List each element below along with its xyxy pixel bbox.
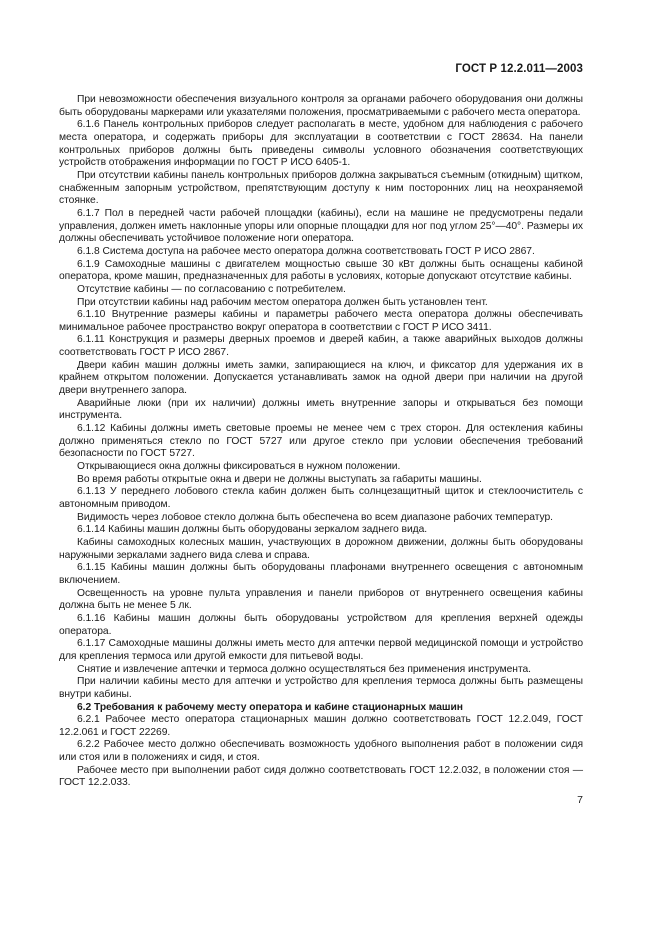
paragraph: Рабочее место при выполнении работ сидя должно соответствовать ГОСТ 12.2.032, в положении стоя — ГОСТ 12.2.033.: [59, 764, 583, 789]
paragraph: Снятие и извлечение аптечки и термоса должно осуществляться без применения инструмента.: [77, 663, 531, 675]
page-number: 7: [577, 794, 583, 806]
paragraph: 6.1.17 Самоходные машины должны иметь место для аптечки первой медицинской помощи и устройство для крепления термоса или другой емкости для питьевой воды.: [59, 638, 583, 662]
paragraph: Аварийные люки (при их наличии) должны иметь внутренние запоры и открываться без помощи инструмента.: [59, 397, 583, 422]
document-body: [59, 94, 583, 790]
paragraph: 6.1.14 Кабины машин должны быть оборудованы зеркалом заднего вида.: [77, 524, 428, 536]
paragraph: Кабины самоходных колесных машин, участвующих в дорожном движении, должны быть оборудованы наружными зеркалами заднего вида слева и справа.: [59, 536, 583, 561]
document-header: ГОСТ Р 12.2.011—2003: [455, 63, 583, 75]
paragraph: 6.2.1 Рабочее место оператора стационарных машин должно соответствовать ГОСТ 12.2.049, ГОСТ 12.2.061 и ГОСТ 22269.: [59, 714, 583, 738]
paragraph: При отсутствии кабины над рабочим местом оператора должен быть установлен тент.: [77, 296, 488, 308]
paragraph: Видимость через лобовое стекло должна быть обеспечена во всем диапазоне рабочих температур.: [77, 511, 553, 523]
paragraph: Во время работы открытые окна и двери не должны выступать за габариты машины.: [77, 473, 482, 485]
paragraph: При отсутствии кабины панель контрольных приборов должна закрываться съемным (откидным) щитком, снабженным запорным устройством, препятствующим доступу к ним посторонних лиц на неохраняемой стоянке.: [59, 169, 583, 207]
paragraph: 6.1.13 У переднего лобового стекла кабин должен быть солнцезащитный щиток и стеклоочиститель с автономным приводом.: [59, 486, 583, 510]
paragraph: При невозможности обеспечения визуального контроля за органами рабочего оборудования они должны быть оборудованы маркерами или указателями положения, просматриваемыми с рабочего места оператора.: [59, 94, 583, 118]
paragraph: 6.1.11 Конструкция и размеры дверных проемов и дверей кабин, а также аварийных выходов должны соответствовать ГОСТ Р ИСО 2867.: [59, 334, 583, 359]
paragraph: 6.1.8 Система доступа на рабочее место оператора должна соответствовать ГОСТ Р ИСО 2867.: [77, 245, 535, 257]
paragraph: 6.1.9 Самоходные машины с двигателем мощностью свыше 30 кВт должны быть оснащены кабиной оператора, кроме машин, предназначенных для работы в условиях, которые допускают отсутствие кабины.: [59, 258, 583, 283]
paragraph: 6.1.6 Панель контрольных приборов следует располагать в месте, удобном для наблюдения с рабочего места оператора, и содержать приборы для эксплуатации в соответствии с ГОСТ 28634. На панели контрольных приборов должны быть приведены символы условного обозначения соответствующих устройств отображения информации по ГОСТ Р ИСО 6405-1.: [59, 119, 583, 169]
section-heading: 6.2 Требования к рабочему месту оператора и кабине стационарных машин: [77, 701, 463, 713]
paragraph: При наличии кабины место для аптечки и устройство для крепления термоса должны быть размещены внутри кабины.: [59, 676, 583, 700]
paragraph: 6.1.7 Пол в передней части рабочей площадки (кабины), если на машине не предусмотрены педали управления, должен иметь наклонные упоры или опорные площадки для ног под углом 25°—40°. Размеры их должны обеспечивать устойчивое положение ноги оператора.: [59, 207, 583, 245]
paragraph: 6.1.15 Кабины машин должны быть оборудованы плафонами внутреннего освещения с автономным включением.: [59, 562, 583, 586]
paragraph: 6.2.2 Рабочее место должно обеспечивать возможность удобного выполнения работ в положении сидя или стоя или в положениях и сидя, и стоя.: [59, 739, 583, 764]
paragraph: Отсутствие кабины — по согласованию с потребителем.: [77, 283, 346, 295]
paragraph: Открывающиеся окна должны фиксироваться в нужном положении.: [77, 461, 401, 473]
paragraph: Освещенность на уровне пульта управления и панели приборов от внутреннего освещения кабины должна быть не менее 5 лк.: [59, 587, 583, 612]
paragraph: 6.1.12 Кабины должны иметь световые проемы не менее чем с трех сторон. Для остекления кабины должно применяться стекло по ГОСТ 5727 или другое стекло при условии обеспечения требований безопасности по ГОСТ 5727.: [59, 423, 583, 460]
paragraph: Двери кабин машин должны иметь замки, запирающиеся на ключ, и фиксатор для удержания их в крайнем открытом положении. Допускается устанавливать замок на одной двери при наличии на другой двери внутреннего запора.: [59, 359, 583, 397]
paragraph: 6.1.16 Кабины машин должны быть оборудованы устройством для крепления верхней одежды оператора.: [59, 612, 583, 637]
paragraph: 6.1.10 Внутренние размеры кабины и параметры рабочего места оператора должны обеспечивать минимальное рабочее пространство вокруг оператора в соответствии с ГОСТ Р ИСО 3411.: [59, 309, 583, 333]
